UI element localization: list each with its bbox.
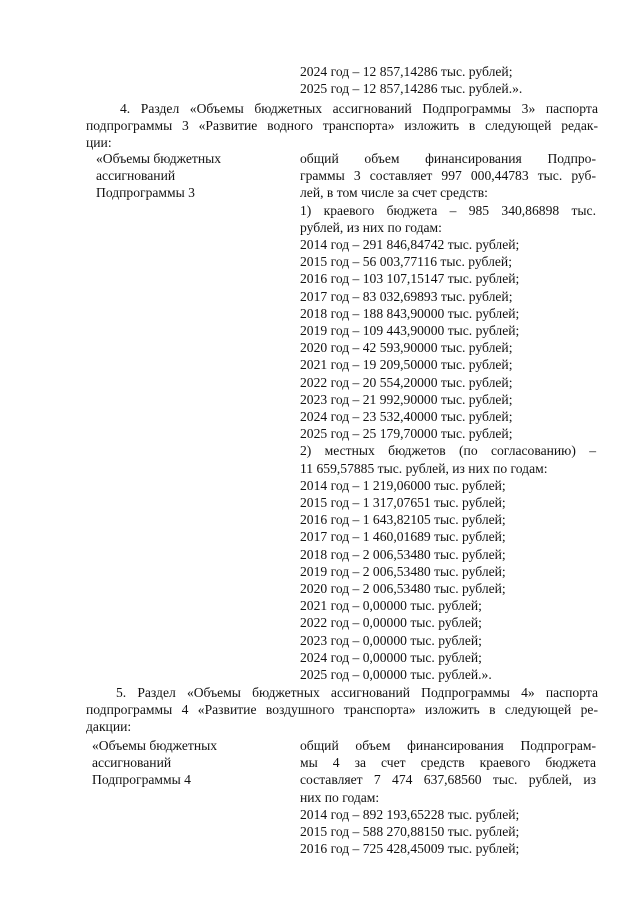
local-year-line: 2017 год – 1 460,01689 тыс. рублей; (300, 529, 506, 545)
local-year-line: 2022 год – 0,00000 тыс. рублей; (300, 615, 482, 631)
local-year-line: 2018 год – 2 006,53480 тыс. рублей; (300, 546, 506, 562)
regional-year-line: 2014 год – 291 846,84742 тыс. рублей; (300, 237, 520, 253)
section4-regional-line: рублей, из них по годам: (300, 219, 442, 235)
regional-year-line: 2025 год – 25 179,70000 тыс. рублей; (300, 426, 513, 442)
local-year-line: 2014 год – 1 219,06000 тыс. рублей; (300, 477, 506, 493)
section4-heading-line: подпрограммы 3 «Развитие водного транспорта» изложить в следующей редак- (86, 118, 598, 134)
section5-label-line: «Объемы бюджетных (92, 738, 218, 753)
section4-regional-line: 1) краевого бюджета – 985 340,86898 тыс. (300, 202, 596, 218)
carryover-lines (300, 63, 522, 97)
regional-year-line: 2020 год – 42 593,90000 тыс. рублей; (300, 340, 513, 356)
regional-year-line: 2022 год – 20 554,20000 тыс. рублей; (300, 374, 513, 390)
section4-label (96, 150, 286, 202)
section4-intro-line: общий объем финансирования Подпро- (300, 151, 596, 166)
section4-heading-line: 4. Раздел «Объемы бюджетных ассигнований Подпрограммы 3» паспорта (120, 101, 598, 116)
section5-label (92, 737, 282, 789)
section5-year-line: 2015 год – 588 270,88150 тыс. рублей; (300, 824, 520, 840)
section5-intro-line: мы 4 за счет средств краевого бюджета (300, 755, 596, 771)
local-year-line: 2020 год – 2 006,53480 тыс. рублей; (300, 581, 506, 597)
local-year-line: 2019 год – 2 006,53480 тыс. рублей; (300, 563, 506, 579)
regional-year-line: 2015 год – 56 003,77116 тыс. рублей; (300, 254, 512, 270)
local-year-line: 2023 год – 0,00000 тыс. рублей; (300, 632, 482, 648)
section4-local-line: 11 659,57885 тыс. рублей, из них по годам: (300, 460, 548, 476)
local-year-line: 2024 год – 0,00000 тыс. рублей; (300, 649, 482, 665)
regional-year-line: 2017 год – 83 032,69893 тыс. рублей; (300, 288, 513, 304)
section5-heading (86, 684, 598, 736)
local-year-line: 2016 год – 1 643,82105 тыс. рублей; (300, 512, 506, 528)
local-year-line: 2015 год – 1 317,07651 тыс. рублей; (300, 495, 506, 511)
section5-heading-line: дакции: (86, 719, 132, 735)
section5-intro-line: них по годам: (300, 789, 380, 805)
local-year-line: 2021 год – 0,00000 тыс. рублей; (300, 598, 482, 614)
section5-label-line: Подпрограммы 4 (92, 772, 191, 788)
section4-label-line: Подпрограммы 3 (96, 185, 195, 201)
regional-year-line: 2019 год – 109 443,90000 тыс. рублей; (300, 323, 520, 339)
section5-label-line: ассигнований (92, 755, 172, 771)
section5-heading-line: подпрограммы 4 «Развитие воздушного транспорта» изложить в следующей ре- (86, 702, 598, 718)
section4-values (300, 150, 596, 683)
regional-year-line: 2016 год – 103 107,15147 тыс. рублей; (300, 271, 520, 287)
section5-intro-line: составляет 7 474 637,68560 тыс. рублей, из (300, 772, 596, 788)
section5-year-line: 2016 год – 725 428,45009 тыс. рублей; (300, 841, 520, 857)
section4-intro-line: граммы 3 составляет 997 000,44783 тыс. руб- (300, 168, 596, 184)
section4-intro-line: лей, в том числе за счет средств: (300, 185, 488, 201)
regional-year-line: 2018 год – 188 843,90000 тыс. рублей; (300, 305, 520, 321)
carryover-line: 2025 год – 12 857,14286 тыс. рублей.». (300, 81, 523, 97)
section4-heading-line: ции: (86, 135, 112, 151)
section4-heading (86, 100, 598, 152)
regional-year-line: 2024 год – 23 532,40000 тыс. рублей; (300, 409, 513, 425)
regional-year-line: 2023 год – 21 992,90000 тыс. рублей; (300, 391, 513, 407)
local-year-line: 2025 год – 0,00000 тыс. рублей.». (300, 667, 492, 683)
section5-heading-line: 5. Раздел «Объемы бюджетных ассигнований Подпрограммы 4» паспорта (116, 685, 598, 700)
section4-label-line: ассигнований (96, 168, 176, 184)
section5-values (300, 737, 596, 857)
section5-year-line: 2014 год – 892 193,65228 тыс. рублей; (300, 806, 520, 822)
section4-local-line: 2) местных бюджетов (по согласованию) – (300, 443, 596, 459)
section4-label-line: «Объемы бюджетных (96, 151, 222, 166)
regional-year-line: 2021 год – 19 209,50000 тыс. рублей; (300, 357, 513, 373)
section5-intro-line: общий объем финансирования Подпрограм- (300, 738, 596, 753)
carryover-line: 2024 год – 12 857,14286 тыс. рублей; (300, 64, 513, 79)
